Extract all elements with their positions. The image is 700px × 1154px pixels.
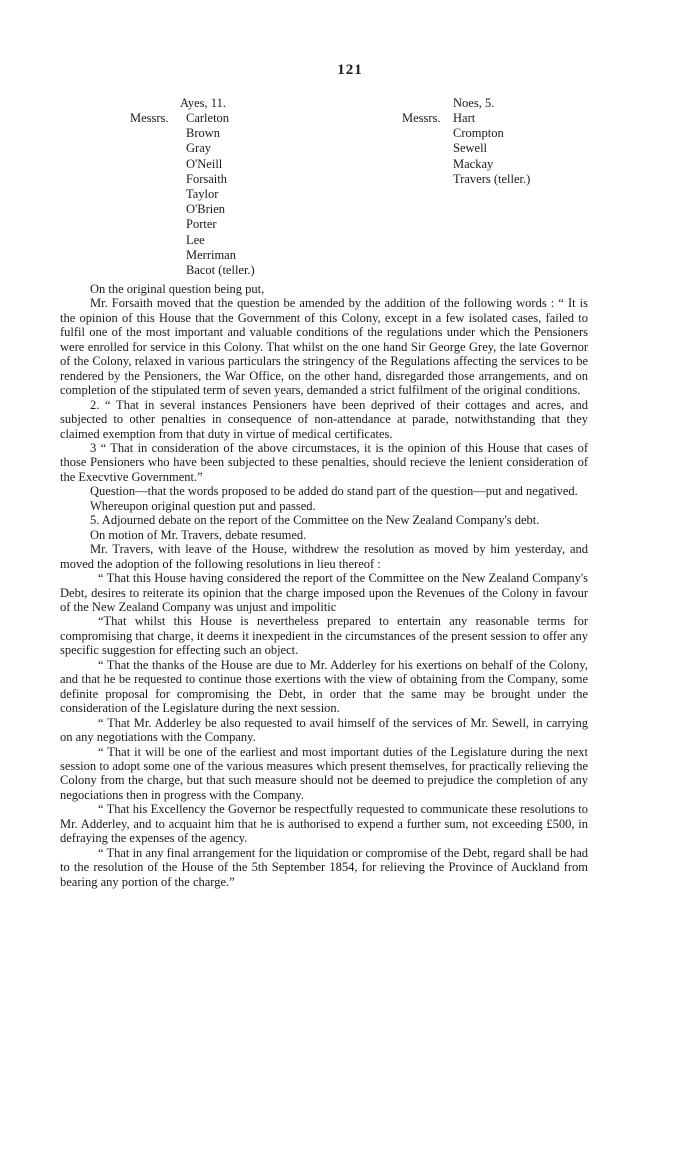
paragraph: “ That it will be one of the earliest and most important duties of the Legislature during the next session to adopt some one of the various measures which present themselves, for practically relieving the Colony from the charge, but that such measure should not be deemed to prejudice the completion of any negociations then in progress with the Company. — [60, 744, 588, 802]
aye-name: Lee — [186, 232, 205, 247]
noes-heading: Noes, 5. — [453, 96, 495, 110]
paragraph: 3 “ That in consideration of the above circumstaces, it is the opinion of this House that cases of those Pensioners who have been subjected to these penalties, should recieve the lenient consideration of the Execvtive Government.” — [60, 440, 588, 484]
noe-name: Crompton — [453, 126, 504, 141]
aye-name: Bacot (teller.) — [186, 263, 255, 278]
aye-name: Porter — [186, 217, 217, 232]
paragraph: “ That Mr. Adderley be also requested to avail himself of the services of Mr. Sewell, in carrying on any negotiations with the Company. — [60, 715, 588, 745]
paragraph: “ That this House having considered the report of the Committee on the New Zealand Company's Debt, desires to reiterate its opinion that the charge imposed upon the Revenues of the Colony in favour of the New Zealand Company was unjust and impolitic — [60, 571, 588, 614]
aye-name: Gray — [186, 141, 211, 156]
paragraph: “ That his Excellency the Governor be respectfully requested to communicate these resolutions to Mr. Adderley, and to acquaint him that he is authorised to expend a further sum, not exceeding £500, in defraying the expenses of the agency. — [60, 802, 588, 846]
aye-name: O'Neill — [186, 156, 223, 171]
aye-name: Taylor — [186, 187, 219, 202]
aye-name: Brown — [186, 126, 221, 141]
ayes-names-list — [186, 111, 255, 278]
paragraph: “ That in any final arrangement for the liquidation or compromise of the Debt, regard shall be had to the resolution of the House of the 5th September 1854, for relieving the Province of Auckland from bearing any portion of the charge.” — [60, 845, 588, 889]
paragraph: On motion of Mr. Travers, debate resumed. — [90, 527, 307, 542]
division-list — [0, 96, 700, 286]
paragraph: Mr. Travers, with leave of the House, withdrew the resolution as moved by him yesterday, and moved the adoption of the following resolutions in lieu thereof : — [60, 542, 588, 571]
paragraph: 2. “ That in several instances Pensioners have been deprived of their cottages and acres, and subjected to other penalties in consequence of non-attendance at parade, notwithstanding that they claimed exemption from that duty in virtue of medical certificates. — [60, 397, 588, 441]
paragraph: On the original question being put, — [90, 282, 265, 296]
paragraph: Question—that the words proposed to be added do stand part of the question—put and negatived. — [90, 484, 578, 499]
noe-name: Sewell — [453, 141, 488, 156]
paragraph: Whereupon original question put and passed. — [90, 498, 316, 513]
noes-names-list — [453, 111, 530, 187]
ayes-messrs-label: Messrs. — [130, 111, 169, 125]
ayes-heading: Ayes, 11. — [180, 96, 226, 110]
paragraph: “ That the thanks of the House are due to Mr. Adderley for his exertions on behalf of the Colony, and that he be requested to continue those exertions with the view of obtaining from the Company, some definite proposal for compromising the Debt, in order that the same may be brought under the consideration of the Legislature during the next session. — [60, 657, 588, 716]
noe-name: Hart — [453, 111, 476, 125]
aye-name: Merriman — [186, 247, 236, 262]
paragraph: “That whilst this House is nevertheless prepared to entertain any reasonable terms for compromising that charge, it deems it inexpedient in the circumstances of the present session to offer any specific suggestion for effecting such an object. — [60, 614, 588, 658]
page-number: 121 — [337, 62, 363, 78]
aye-name: Carleton — [186, 111, 230, 125]
noe-name: Mackay — [453, 156, 494, 171]
paragraph: Mr. Forsaith moved that the question be amended by the addition of the following words : “ It is the opinion of this House that the Government of this Colony, except in a few isolated cases, failed to fulfil one of the most important and valuable conditions of the regulations under which the Pensioners were enrolled for service in this Colony. That whilst on the one hand Sir George Grey, the late Governor of the Colony, relaxed in various particulars the stringency of the Regulations affecting the services to be rendered by the Pensioners, the War Office, on the other hand, disregarded those arrangements, and on completion of the stipulated term of seven years, demanded a strict fulfilment of the original conditions. — [60, 296, 588, 398]
noe-name: Travers (teller.) — [453, 171, 531, 186]
noes-messrs-label: Messrs. — [402, 111, 441, 125]
aye-name: O'Brien — [186, 202, 226, 217]
paragraph: 5. Adjourned debate on the report of the Committee on the New Zealand Company's debt. — [90, 513, 540, 528]
aye-name: Forsaith — [186, 171, 227, 186]
proceedings-text — [60, 282, 588, 889]
